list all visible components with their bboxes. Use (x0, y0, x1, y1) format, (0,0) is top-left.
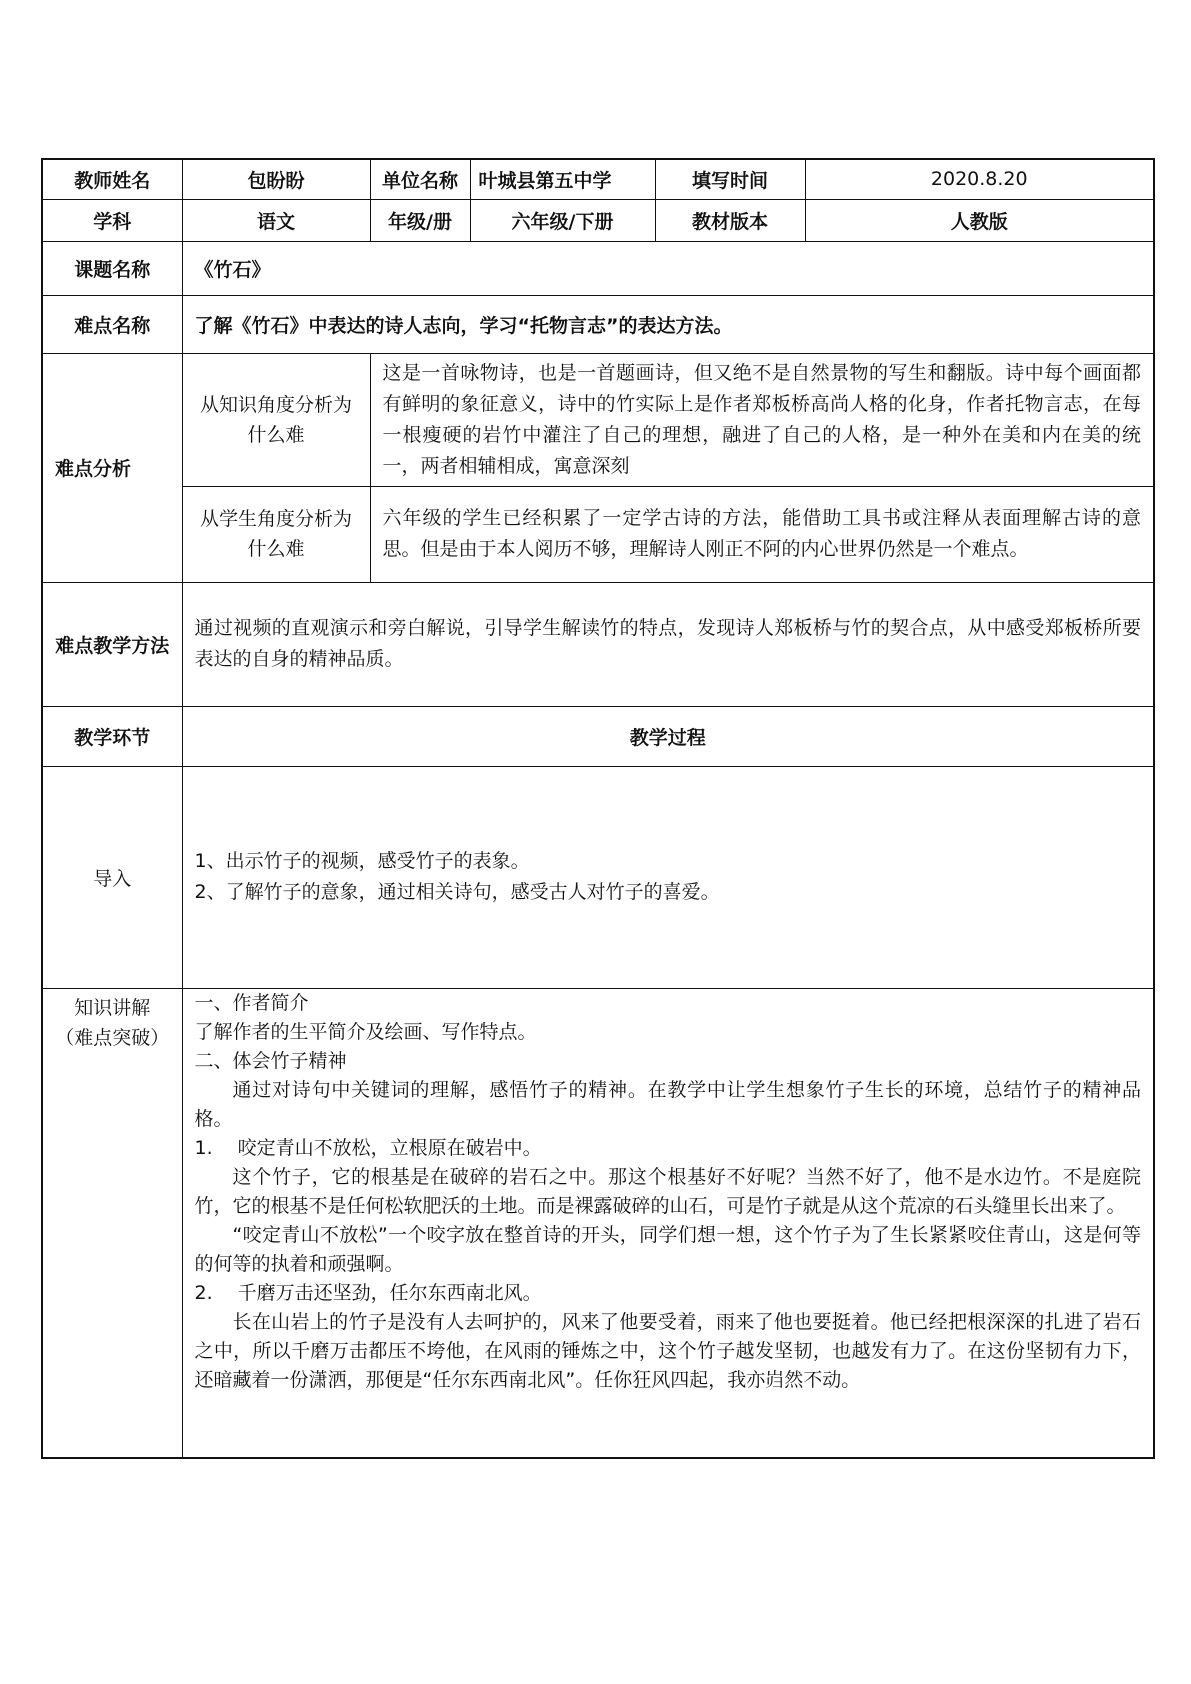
knowledge-p4: 通过对诗句中关键词的理解，感悟竹子的精神。在教学中让学生想象竹子生长的环境，总结竹子的精神品格。 (194, 1078, 1141, 1130)
topic-row (42, 241, 1154, 295)
difficulty-value: 了解《竹石》中表达的诗人志向，学习“托物言志”的表达方法。 (182, 295, 1154, 353)
knowledge-p2: 了解作者的生平简介及绘画、写作特点。 (194, 1020, 537, 1043)
knowledge-angle-label: 从知识角度分析为什么难 (182, 353, 370, 486)
intro-row (42, 766, 1154, 988)
method-text: 通过视频的直观演示和旁白解说，引导学生解读竹的特点，发现诗人郑板桥与竹的契合点，从中感受郑板桥所要表达的自身的精神品质。 (182, 582, 1154, 706)
knowledge-label (42, 988, 182, 1458)
unit-value: 叶城县第五中学 (470, 159, 655, 199)
header-row-1 (42, 159, 1154, 199)
student-angle-text: 六年级的学生已经积累了一定学古诗的方法，能借助工具书或注释从表面理解古诗的意思。但是由于本人阅历不够，理解诗人刚正不阿的内心世界仍然是一个难点。 (370, 486, 1154, 582)
analysis-student-row (42, 486, 1154, 582)
grade-label: 年级/册 (370, 199, 470, 241)
lesson-plan-table (41, 158, 1155, 1459)
method-row (42, 582, 1154, 706)
difficulty-row (42, 295, 1154, 353)
unit-label: 单位名称 (370, 159, 470, 199)
edition-value: 人教版 (805, 199, 1154, 241)
process-header-row (42, 706, 1154, 766)
teacher-label: 教师姓名 (42, 159, 182, 199)
lesson-plan-sheet (41, 158, 1153, 1459)
intro-label: 导入 (42, 766, 182, 988)
knowledge-p6: 这个竹子，它的根基是在破碎的岩石之中。那这个根基好不好呢？当然不好了，他不是水边竹。不是庭院竹，它的根基不是任何松软肥沃的土地。而是裸露破碎的山石，可是竹子就是从这个荒凉的石头缝里长出来了。 (194, 1165, 1141, 1217)
date-value: 2020.8.20 (805, 159, 1154, 199)
analysis-label: 难点分析 (42, 353, 182, 582)
date-label: 填写时间 (655, 159, 805, 199)
intro-line-1: 1、出示竹子的视频，感受竹子的表象。 (194, 850, 530, 872)
grade-value: 六年级/下册 (470, 199, 655, 241)
teacher-value: 包盼盼 (182, 159, 370, 199)
knowledge-p9: 长在山岩上的竹子是没有人去呵护的，风来了他要受着，雨来了他也要挺着。他已经把根深深的扎进了岩石之中，所以千磨万击都压不垮他，在风雨的锤炼之中，这个竹子越发坚韧，也越发有力了。在这份坚韧有力下，还暗藏着一份潇洒，那便是“任尔东西南北风”。任你狂风四起，我亦岿然不动。 (194, 1310, 1141, 1391)
knowledge-row (42, 988, 1154, 1458)
intro-line-2: 2、了解竹子的意象，通过相关诗句，感受古人对竹子的喜爱。 (194, 881, 720, 903)
intro-content (182, 766, 1154, 988)
analysis-knowledge-row (42, 353, 1154, 486)
student-angle-label: 从学生角度分析为什么难 (182, 486, 370, 582)
difficulty-label: 难点名称 (42, 295, 182, 353)
knowledge-p8: 2. 千磨万击还坚劲，任尔东西南北风。 (194, 1281, 542, 1304)
header-row-2 (42, 199, 1154, 241)
topic-value: 《竹石》 (182, 241, 1154, 295)
subject-label: 学科 (42, 199, 182, 241)
knowledge-label-line-2: （难点突破） (55, 1026, 170, 1049)
subject-value: 语文 (182, 199, 370, 241)
method-label: 难点教学方法 (42, 582, 182, 706)
knowledge-p7: “咬定青山不放松”一个咬字放在整首诗的开头，同学们想一想，这个竹子为了生长紧紧咬住青山，这是何等的何等的执着和顽强啊。 (194, 1223, 1141, 1275)
knowledge-p5: 1. 咬定青山不放松，立根原在破岩中。 (194, 1136, 542, 1159)
knowledge-label-line-1: 知识讲解 (74, 996, 151, 1019)
knowledge-p1: 一、作者简介 (194, 991, 309, 1014)
stage-label: 教学环节 (42, 706, 182, 766)
knowledge-p3: 二、体会竹子精神 (194, 1049, 347, 1072)
knowledge-content (182, 988, 1154, 1458)
topic-label: 课题名称 (42, 241, 182, 295)
process-label: 教学过程 (182, 706, 1154, 766)
edition-label: 教材版本 (655, 199, 805, 241)
knowledge-angle-text: 这是一首咏物诗，也是一首题画诗，但又绝不是自然景物的写生和翻版。诗中每个画面都有鲜明的象征意义，诗中的竹实际上是作者郑板桥高尚人格的化身，作者托物言志，在每一根瘦硬的岩竹中灌注了自己的理想，融进了自己的人格，是一种外在美和内在美的统一，两者相辅相成，寓意深刻 (370, 353, 1154, 486)
